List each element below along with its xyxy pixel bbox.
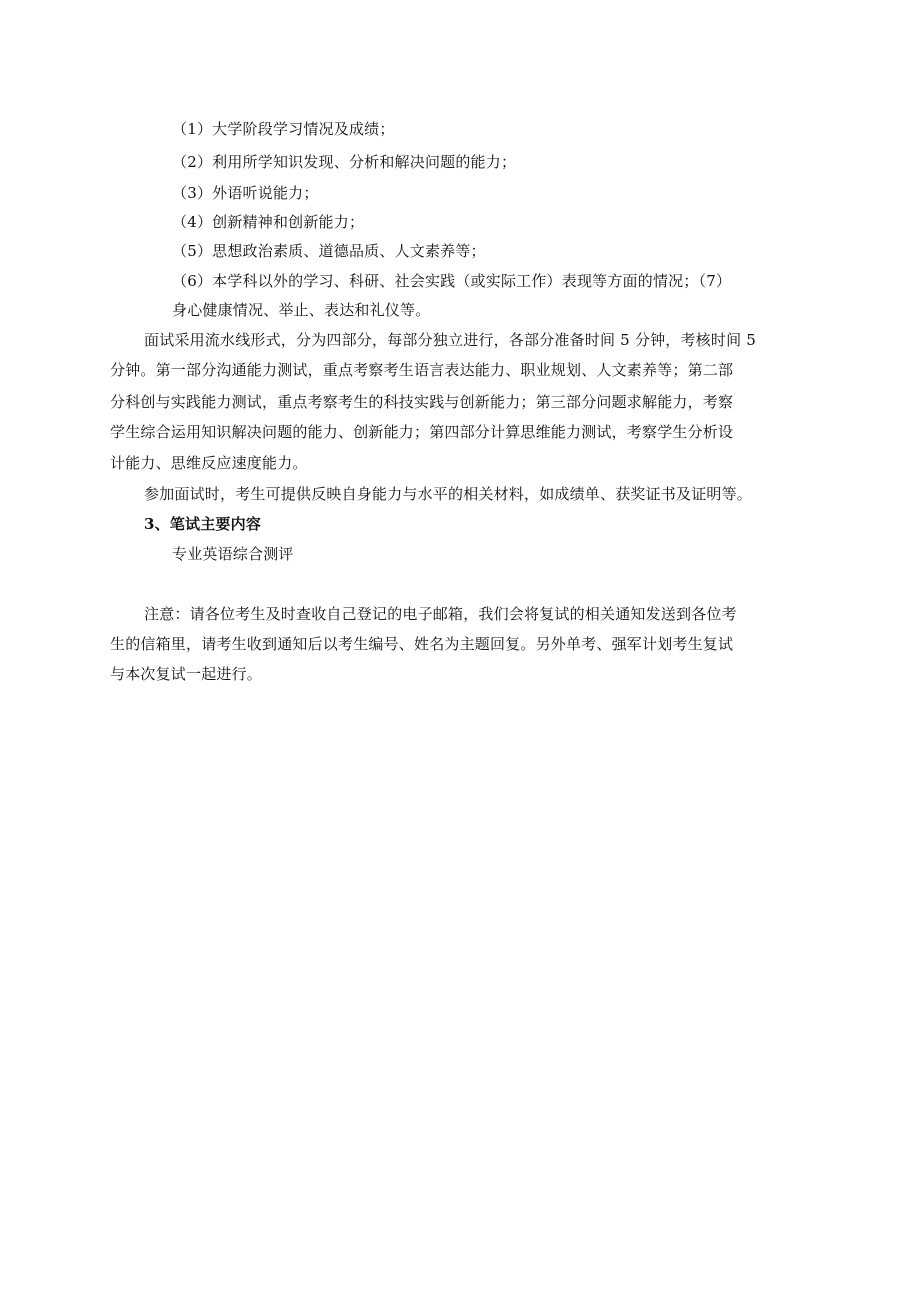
notice-line-3: 与本次复试一起进行。	[110, 665, 263, 683]
interview-line-3: 分科创与实践能力测试，重点考察考生的科技实践与创新能力；第三部分问题求解能力，考察	[110, 393, 734, 411]
interview-line-5: 计能力、思维反应速度能力。	[110, 454, 308, 472]
list-item-4: （4）创新精神和创新能力；	[172, 213, 365, 231]
notice-line-2: 生的信箱里，请考生收到通知后以考生编号、姓名为主题回复。另外单考、强军计划考生复试	[110, 635, 734, 653]
list-item-2: （2）利用所学知识发现、分析和解决问题的能力；	[172, 153, 517, 171]
notice-line-1: 注意：请各位考生及时查收自己登记的电子邮箱，我们会将复试的相关通知发送到各位考	[144, 605, 737, 623]
interview-line-2: 分钟。第一部分沟通能力测试，重点考察考生语言表达能力、职业规划、人文素养等；第二部	[110, 361, 734, 379]
interview-line-1: 面试采用流水线形式，分为四部分，每部分独立进行，各部分准备时间 5 分钟，考核时间 5	[144, 331, 756, 349]
list-item-5: （5）思想政治素质、道德品质、人文素养等；	[172, 242, 486, 260]
section-content: 专业英语综合测评	[172, 545, 294, 563]
list-item-7: 身心健康情况、举止、表达和礼仪等。	[172, 301, 431, 319]
list-item-6: （6）本学科以外的学习、科研、社会实践（或实际工作）表现等方面的情况；（7）	[172, 272, 732, 290]
interview-line-4: 学生综合运用知识解决问题的能力、创新能力；第四部分计算思维能力测试，考察学生分析设	[110, 423, 734, 441]
section-heading: 3、笔试主要内容	[144, 515, 262, 533]
list-item-1: （1）大学阶段学习情况及成绩；	[172, 120, 395, 138]
list-item-3: （3）外语听说能力；	[172, 184, 319, 202]
materials-paragraph: 参加面试时，考生可提供反映自身能力与水平的相关材料，如成绩单、获奖证书及证明等。	[144, 485, 753, 503]
